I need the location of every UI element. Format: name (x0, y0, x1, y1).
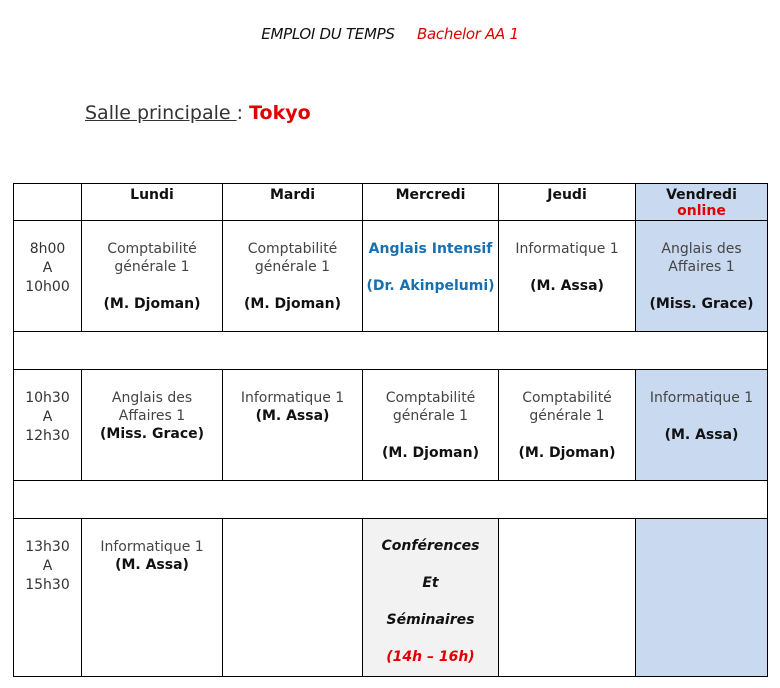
course-cell (499, 370, 636, 481)
course-name: Affaires 1 (668, 259, 735, 275)
teacher-name: (M. Assa) (255, 408, 330, 424)
time-end: 12h30 (25, 428, 70, 444)
course-cell (82, 370, 223, 481)
course-name: générale 1 (114, 259, 190, 275)
document-title (0, 25, 780, 43)
course-name: Comptabilité (107, 241, 197, 257)
teacher-name: (M. Djoman) (518, 445, 616, 461)
break-row-1 (14, 332, 768, 370)
room-line (85, 102, 311, 124)
time-end: 10h00 (25, 279, 70, 295)
time-cell-1 (14, 221, 82, 332)
teacher-name: (Miss. Grace) (99, 426, 205, 442)
course-cell (636, 221, 768, 332)
break-cell (14, 481, 768, 519)
empty-cell (636, 519, 768, 677)
room-label: Salle principale (85, 102, 237, 124)
course-name: Informatique 1 (649, 390, 754, 406)
day-header-lundi: Lundi (82, 184, 223, 221)
slot-row-1 (14, 221, 768, 332)
event-line: Conférences (381, 538, 480, 554)
course-name: générale 1 (254, 259, 331, 275)
course-cell (223, 221, 363, 332)
course-name: Affaires 1 (118, 408, 186, 424)
teacher-name: (M. Assa) (115, 557, 189, 573)
event-line: Séminaires (386, 612, 475, 628)
course-name: Comptabilité (522, 390, 612, 406)
time-start: 10h30 (25, 390, 70, 406)
course-name: Anglais des (661, 241, 742, 257)
conference-cell (363, 519, 499, 677)
timetable (13, 183, 768, 677)
course-cell (636, 370, 768, 481)
time-cell-2 (14, 370, 82, 481)
program-name: Bachelor AA 1 (417, 25, 519, 43)
teacher-name: (M. Djoman) (382, 445, 479, 461)
time-cell-3 (14, 519, 82, 677)
empty-cell (223, 519, 363, 677)
slot-row-2 (14, 370, 768, 481)
teacher-name: (Miss. Grace) (649, 296, 754, 312)
title-text: EMPLOI DU TEMPS (261, 25, 395, 43)
course-cell (223, 370, 363, 481)
empty-cell (499, 519, 636, 677)
time-sep: A (42, 558, 53, 574)
course-name: générale 1 (392, 408, 469, 424)
teacher-name: (M. Djoman) (244, 296, 341, 312)
event-hours: (14h – 16h) (386, 649, 475, 665)
course-name: Comptabilité (385, 390, 476, 406)
course-name: Informatique 1 (240, 390, 345, 406)
course-name: Anglais Intensif (368, 241, 493, 257)
day-header-jeudi: Jeudi (499, 184, 636, 221)
course-cell (363, 221, 499, 332)
teacher-name: (M. Assa) (530, 278, 604, 294)
room-name: Tokyo (249, 102, 311, 124)
break-cell (14, 332, 768, 370)
course-cell (363, 370, 499, 481)
day-header-vendredi (636, 184, 768, 221)
course-name: Informatique 1 (515, 241, 619, 257)
teacher-name: (M. Djoman) (103, 296, 201, 312)
break-row-2 (14, 481, 768, 519)
course-name: Informatique 1 (100, 539, 204, 555)
time-start: 13h30 (25, 539, 70, 555)
day-header-mardi: Mardi (223, 184, 363, 221)
course-name: Comptabilité (247, 241, 338, 257)
teacher-name: (Dr. Akinpelumi) (366, 278, 495, 294)
time-sep: A (42, 260, 53, 276)
teacher-name: (M. Assa) (664, 427, 739, 443)
day-header-mercredi: Mercredi (363, 184, 499, 221)
course-name: générale 1 (529, 408, 605, 424)
online-note: online (677, 203, 726, 219)
course-cell (499, 221, 636, 332)
time-sep: A (42, 409, 53, 425)
course-name: Anglais des (111, 390, 193, 406)
room-separator: : (236, 102, 244, 124)
time-start: 8h00 (29, 241, 66, 257)
course-cell (82, 519, 223, 677)
corner-cell (14, 184, 82, 221)
event-line: Et (422, 575, 439, 591)
slot-row-3 (14, 519, 768, 677)
day-label-vendredi: Vendredi (666, 187, 737, 203)
time-end: 15h30 (25, 577, 70, 593)
header-row (14, 184, 768, 221)
course-cell (82, 221, 223, 332)
